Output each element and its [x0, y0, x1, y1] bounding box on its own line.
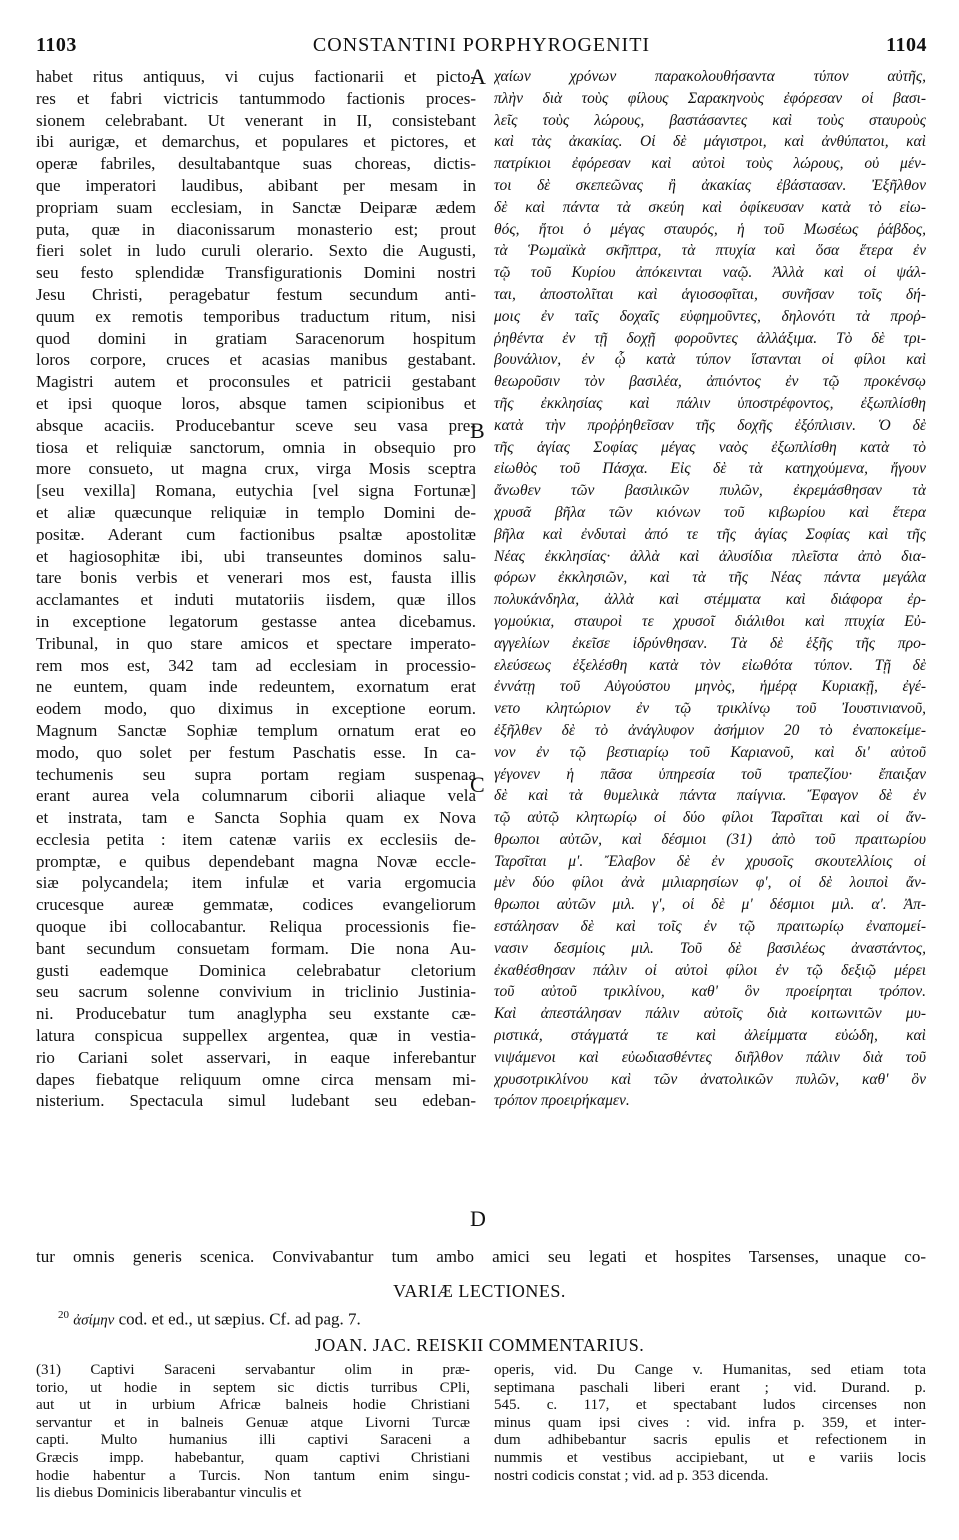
- greek-text-line: ται, ἀποστολῖται καὶ ἁγιοσοφῖται, συνῆσαν τοῖς δή-: [494, 285, 926, 303]
- latin-column: [36, 66, 476, 1112]
- latin-text-line: Magistri autem et proconsules et patricii gestabant: [36, 372, 476, 392]
- greek-text-line: βῆλα καὶ ἐνδυταὶ ἀπό τε τῆς ἁγίας Σοφίας καὶ τῆς: [494, 525, 926, 543]
- latin-text-line: loros corpore, cruces et acasias manibus gestabant.: [36, 350, 476, 370]
- commentary-line: dum adhibebantur sacris epulis et refectionem in: [494, 1432, 926, 1449]
- latin-text-line: quoque ibi collocabantur. Reliqua processionis fie-: [36, 917, 476, 937]
- greek-text-line: τῷ τοῦ Κυρίου ἀπόκεινται ναῷ. Ἀλλὰ καὶ οἱ ψάλ-: [494, 264, 926, 282]
- latin-text-line: latura conspicua suppellex argentea, quæ in vestia-: [36, 1026, 476, 1046]
- latin-text-line: Tribunal, in quo stare amicos et spectare imperato-: [36, 633, 476, 653]
- greek-text-line: κατὰ τὴν προῤῥηθεῖσαν τῆς δοχῆς ἐξόπλισιν. Ὁ δὲ: [494, 416, 926, 434]
- greek-text-line: τοι δὲ σκεπεῶνας ἢ ἀκακίας ἐβάστασαν. Ἐξῆλθον: [494, 176, 926, 194]
- margin-marker-d: D: [470, 1206, 486, 1231]
- greek-text-line: ἐννάτῃ τοῦ Αὐγούστου μηνὸς, ἡμέρᾳ Κυριακῇ, ἐγέ-: [494, 678, 926, 696]
- latin-text-line: ne euntem, quam inde redeuntem, exornatum erat: [36, 677, 476, 697]
- latin-text-line: absque acaciis. Producebantur sceve seu vasa pre-: [36, 415, 476, 435]
- greek-text-line: νον ἐν τῷ βεστιαρίῳ τοῦ Καριανοῦ, καὶ δι' αὐτοῦ: [494, 743, 926, 761]
- commentary-line: Græcis impp. habebantur, quam captivi Christiani: [36, 1449, 470, 1466]
- greek-text-line: ῥηθέντα ἐν τῇ δοχῇ φοροῦντες ἀλλάξιμα. Τὸ δὲ τρι-: [494, 329, 926, 347]
- greek-text-line: νασιν δεσμίοις μιλ. Τοῦ δὲ βασιλέως ἀναστάντος,: [494, 939, 926, 957]
- greek-text-line: τὰ Ῥωμαϊκὰ σκῆπτρα, τὰ πτυχία καὶ ὅσα ἕτερα ἐν: [494, 242, 926, 260]
- greek-text-line: Νέας ἐκκλησίας· ἀλλὰ καὶ ἁλυσίδια πλεῖστα ἀπὸ δια-: [494, 547, 926, 565]
- latin-text-line: operæ fabriles, desultabantque suas choreas, dictis-: [36, 154, 476, 174]
- commentary-right-column: [494, 1362, 926, 1485]
- variant-greek-word: ἀσίμην: [73, 1312, 115, 1329]
- greek-text-line: χρυσοτρικλίνου καὶ τῶν ἀνατολικῶν πυλῶν, καθ' ὃν: [494, 1070, 926, 1088]
- greek-text-line: τρόπον προειρήκαμεν.: [494, 1092, 630, 1110]
- latin-text-line: seu sacrum solenne convivium in triclinio Justinia-: [36, 982, 476, 1002]
- greek-text-line: δὲ καὶ τὰ θυμελικὰ πάντα παίγνια. Ἔφαγον δὲ ἐν: [494, 787, 926, 805]
- commentary-heading: JOAN. JAC. REISKII COMMENTARIUS.: [314, 1335, 645, 1355]
- latin-text-line: promptæ, e quibus dependebant magna Novæ eccle-: [36, 851, 476, 871]
- latin-text-line: modo, quo solet per festum Paschatis esse. In ca-: [36, 742, 476, 762]
- greek-text-line: βουνάλιον, ἐν ᾧ κατὰ τύπον ἵστανται οἱ φίλοι καὶ: [494, 351, 926, 369]
- greek-text-line: θεωροῦσιν τὸν βασιλέα, ἀπιόντος ἐν τῷ προκένσῳ: [494, 373, 926, 391]
- latin-text-line: positæ. Aderant cum factionibus psaltæ apostolitæ: [36, 524, 476, 544]
- greek-text-line: ἐκαθέσθησαν πάλιν οἱ αὐτοὶ φίλοι ἐν τῷ δεξιῷ μέρει: [494, 961, 926, 979]
- margin-marker-b: B: [470, 418, 485, 443]
- commentary-line: hodie habentur a Turcis. Non tantum enim singu-: [36, 1467, 470, 1484]
- commentary-line: septimana paschali liberi erant ; vid. Durand. p.: [494, 1379, 926, 1396]
- commentary-line: nostri codicis constat ; vid. ad p. 353 dicenda.: [494, 1467, 769, 1484]
- greek-text-line: νετο κλητώριον ἐν τῷ τρικλίνῳ τοῦ Ἰουστινιανοῦ,: [494, 700, 926, 718]
- latin-text-line: tiosa et reliquiæ sanctorum, omnia in obsequio pro: [36, 437, 476, 457]
- page-number-right: 1104: [886, 34, 927, 56]
- commentary-left-column: [36, 1362, 470, 1503]
- greek-text-line: Ταρσῖται μ'. Ἔλαβον δὲ ἐν χρυσοῖς σκουτελλίοις οἱ: [494, 852, 926, 870]
- greek-text-line: φόρων ἐκκλησιῶν, καὶ τὰ τῆς Νέας πάντα μεγάλα: [494, 569, 926, 587]
- latin-text-line: Jesu Christi, peragebatur festum secundum anti-: [36, 284, 476, 304]
- page-header: [36, 34, 927, 60]
- full-width-line: tur omnis generis scenica. Convivabantur tum ambo amici seu legati et hospites Tarsenses, unaque co-: [36, 1247, 926, 1266]
- latin-text-line: siæ polycandela; item infulæ et varia ergomucia: [36, 873, 476, 893]
- greek-text-line: καὶ τὰς ἀκακίας. Οἱ δὲ μάγιστροι, καὶ ἀνθύπατοι, καὶ: [494, 133, 926, 151]
- greek-text-line: μοις ἐν ταῖς δοχαῖς εὐφημοῦντες, δηλονότι τὰ προῤ-: [494, 307, 926, 325]
- latin-text-line: more consueto, ut magna crux, virga Mosis sceptra: [36, 459, 476, 479]
- greek-text-line: χαίων χρόνων παρακολουθήσαντα τύπον αὐτῆς,: [494, 68, 926, 85]
- greek-text-line: ελεύσεως ἐξελέσθη κατὰ τὸν εἰωθότα τύπον. Τῇ δὲ: [494, 656, 926, 674]
- latin-text-line: Magnum Sanctæ Sophiæ templum ornatum erat eo: [36, 720, 476, 740]
- variant-note-text: cod. et ed., ut sæpius. Cf. ad pag. 7.: [118, 1309, 361, 1329]
- greek-text-line: εἰωθὸς τοῦ Πάσχα. Εἰς δὲ τὰ κατηχούμενα, ἤγουν: [494, 460, 926, 478]
- latin-text-line: et hagiosophitæ ibi, ubi transeuntes dominos salu-: [36, 546, 476, 566]
- latin-text-line: res et fabri victricis tantummodo factionis proces-: [36, 88, 476, 108]
- latin-text-line: et instrata, tam e Sancta Sophia quam ex Nova: [36, 808, 476, 828]
- commentary-line: (31) Captivi Saraceni servabantur olim in præ-: [36, 1362, 470, 1378]
- latin-text-line: quod domini in gratiam Saracenorum hospitum: [36, 328, 476, 348]
- latin-text-line: puta, quæ in diaconissarum monasterio est; prout: [36, 219, 476, 239]
- commentary-line: aut ut in urbium Africæ balneis hodie Christiani: [36, 1397, 470, 1414]
- greek-text-line: τοῦ αὐτοῦ τρικλίνου, καθ' ὃν προείρηται τρόπον.: [494, 983, 926, 1001]
- variae-lectiones-heading: VARIÆ LECTIONES.: [393, 1281, 566, 1301]
- latin-text-line: crucesque aureæ gemmatæ, codices evangeliorum: [36, 895, 476, 915]
- commentary-line: operis, vid. Du Cange v. Humanitas, sed etiam tota: [494, 1362, 926, 1378]
- latin-text-line: fieri solet in ludo curuli olerario. Sexto die Augusti,: [36, 241, 476, 261]
- latin-text-line: seu festo splendidæ Transfigurationis Domini nostri: [36, 263, 476, 283]
- latin-text-line: ecclesia petita : item catenæ variis ex ecclesiis de-: [36, 829, 476, 849]
- greek-text-line: μὲν δύο φίλοι ἀνὰ μιλιαρησίων φ', οἱ δὲ λοιποὶ ἄν-: [494, 874, 926, 892]
- greek-text-line: τῆς ἁγίας Σοφίας μέγας ναὸς ἐξωπλίσθη κατὰ τὸ: [494, 438, 926, 456]
- latin-text-line: in exceptione legatorum gestasse antea dicebamus.: [36, 611, 476, 631]
- greek-text-line: εστάλησαν δὲ καὶ τοῖς ἐν τῷ πραιτωρίῳ ἐναπομεί-: [494, 918, 926, 936]
- greek-text-line: τῷ αὐτῷ κλητωρίῳ οἱ δύο φίλοι Ταρσῖται καὶ οἱ ἄν-: [494, 809, 926, 827]
- latin-text-line: bant secundum consuetam formam. Die nona Au-: [36, 938, 476, 958]
- greek-text-line: λεῖς τοὺς λώρους, βαστάσαντες καὶ τοὺς σταυροὺς: [494, 111, 926, 129]
- variant-reading-note: [58, 1309, 361, 1330]
- greek-text-line: αγγελίων ἐκεῖσε ἱδρύνθησαν. Τὰ δὲ ἑξῆς τῆς προ-: [494, 634, 926, 652]
- commentary-line: minus quam ipsi cives : vid. infra p. 359, et inter-: [494, 1414, 926, 1431]
- latin-text-line: habet ritus antiquus, vi cujus factionarii et picto-: [36, 67, 476, 86]
- running-title: CONSTANTINI PORPHYROGENITI: [312, 34, 651, 56]
- greek-text-line: ριστικά, στάγματά τε καὶ ἀλείμματα εὐώδη, καὶ: [494, 1027, 926, 1045]
- greek-text-line: πολυκάνδηλα, ἀλλὰ καὶ στέμματα καὶ διάφορα ἐρ-: [494, 591, 926, 609]
- latin-text-line: techumenis seu supra portam regiam suspenaa: [36, 764, 476, 784]
- greek-column: [494, 66, 926, 1112]
- greek-text-line: ἐξῆλθεν δὲ τὸ ἀνάγλυφον ἀσήμιον 20 τὸ ἐναποκείμε-: [494, 721, 926, 739]
- greek-text-line: πλὴν διὰ τοὺς φίλους Σαρακηνοὺς ἐφόρεσαν οἱ βασι-: [494, 89, 926, 107]
- latin-text-line: et aliæ quæcunque reliquiæ in templo Domini de-: [36, 502, 476, 522]
- greek-text-line: δὲ καὶ πάντα τὰ σκεύη καὶ ὀφίκευσαν κατὰ τὸ εἰω-: [494, 198, 926, 216]
- commentary-line: capti. Multo humanius illi captivi Saraceni a: [36, 1432, 470, 1449]
- greek-text-line: νιψάμενοι καὶ εὐωδιασθέντες διῆλθον πάλιν διὰ τοῦ: [494, 1048, 926, 1066]
- latin-text-line: ibi aurigæ, et demarchus, et populares et pictores, et: [36, 132, 476, 152]
- latin-text-line: ni. Producebatur tum anaglypha seu exstante cæ-: [36, 1004, 476, 1024]
- margin-marker-a: A: [470, 64, 486, 89]
- latin-text-line: [seu vexilla] Romana, eutychia [vel signa Fortunæ]: [36, 481, 476, 501]
- page-number-left: 1103: [36, 34, 77, 56]
- greek-text-line: χρυσᾶ βῆλα τῶν κιόνων τοῦ κιβωρίου καὶ ἕτερα: [494, 503, 926, 521]
- footnote-number: 20: [58, 1309, 69, 1321]
- greek-text-line: θρωποι αὐτῶν, καὶ δέσμιοι (31) ἀπὸ τοῦ πραιτωρίου: [494, 830, 926, 848]
- margin-marker-c: C: [470, 772, 485, 797]
- greek-text-line: ἄνωθεν τῶν βασιλικῶν πυλῶν, ἐκρεμάσθησαν τὰ: [494, 482, 926, 500]
- commentary-line: lis diebus Dominicis liberabantur vinculis et: [36, 1485, 302, 1502]
- greek-text-line: γομούκια, σταυροὶ τε χρυσοῖ διάλιθοι καὶ πτυχία Εὐ-: [494, 612, 926, 630]
- latin-text-line: que imperatori laudibus, abibant per mesam in: [36, 175, 476, 195]
- greek-text-line: τῆς ἐκκλησίας καὶ πάλιν ὑποστρέφοντος, ἐξωπλίσθη: [494, 394, 926, 412]
- commentary-line: 545. c. 117, et spectabant ludos circenses non: [494, 1397, 926, 1414]
- greek-text-line: θός, ἤτοι ὁ μέγας σταυρός, ἡ τοῦ Μωσέως ῥάβδος,: [494, 220, 926, 238]
- greek-text-line: γέγονεν ἡ πᾶσα ὑπηρεσία τοῦ τραπεζίου· ἔπαιξαν: [494, 765, 926, 783]
- latin-text-line: nisterium. Spectacula simul ludebant seu edeban-: [36, 1091, 476, 1111]
- greek-text-line: πατρίκιοι ἐφόρεσαν καὶ αὐτοὶ τοὺς λώρους, οὐ μέν-: [494, 155, 926, 173]
- latin-text-line: propriam suam ecclesiam, in Sanctæ Deiparæ ædem: [36, 197, 476, 217]
- commentary-line: torio, ut hodie in septem sic dictis turribus CPli,: [36, 1379, 470, 1396]
- latin-text-line: erant aurea vela columnarum ciborii aliaque vela: [36, 786, 476, 806]
- latin-text-line: eodem modo, quo diximus in exceptione eorum.: [36, 699, 476, 719]
- latin-text-line: dapes fiebatque reliquum omne circa mensam mi-: [36, 1069, 476, 1089]
- commentary-line: nummis et vestibus accipiebant, ut e variis locis: [494, 1449, 926, 1466]
- latin-text-line: acclamantes et induti mutatoriis iisdem, quæ illos: [36, 590, 476, 610]
- commentary-line: servantur et in balneis Genuæ atque Livorni Turcæ: [36, 1414, 470, 1431]
- latin-text-line: rio Cariani solet asservari, in eaque inferebantur: [36, 1047, 476, 1067]
- latin-text-line: tare bonis verbis et venerari mos est, fausta illis: [36, 568, 476, 588]
- latin-text-line: et ipsi quoque loros, absque tamen scipionibus et: [36, 393, 476, 413]
- latin-text-line: rem mos est, 342 tam ad ecclesiam in processio-: [36, 655, 476, 675]
- latin-text-line: gusti eademque Dominica celebrabatur cletorium: [36, 960, 476, 980]
- latin-text-line: quum ex remotis temporibus traductum ritum, nisi: [36, 306, 476, 326]
- greek-text-line: Καὶ ἀπεστάλησαν πάλιν αὐτοῖς διὰ κοιτωνιτῶν μυ-: [494, 1005, 926, 1023]
- latin-text-line: sionem celebrabant. Ut venerant in II, consistebant: [36, 110, 476, 130]
- greek-text-line: θρωποι αὐτῶν μιλ. γ', οἱ δὲ μ' δέσμιοι μιλ. α'. Ἀπ-: [494, 896, 926, 914]
